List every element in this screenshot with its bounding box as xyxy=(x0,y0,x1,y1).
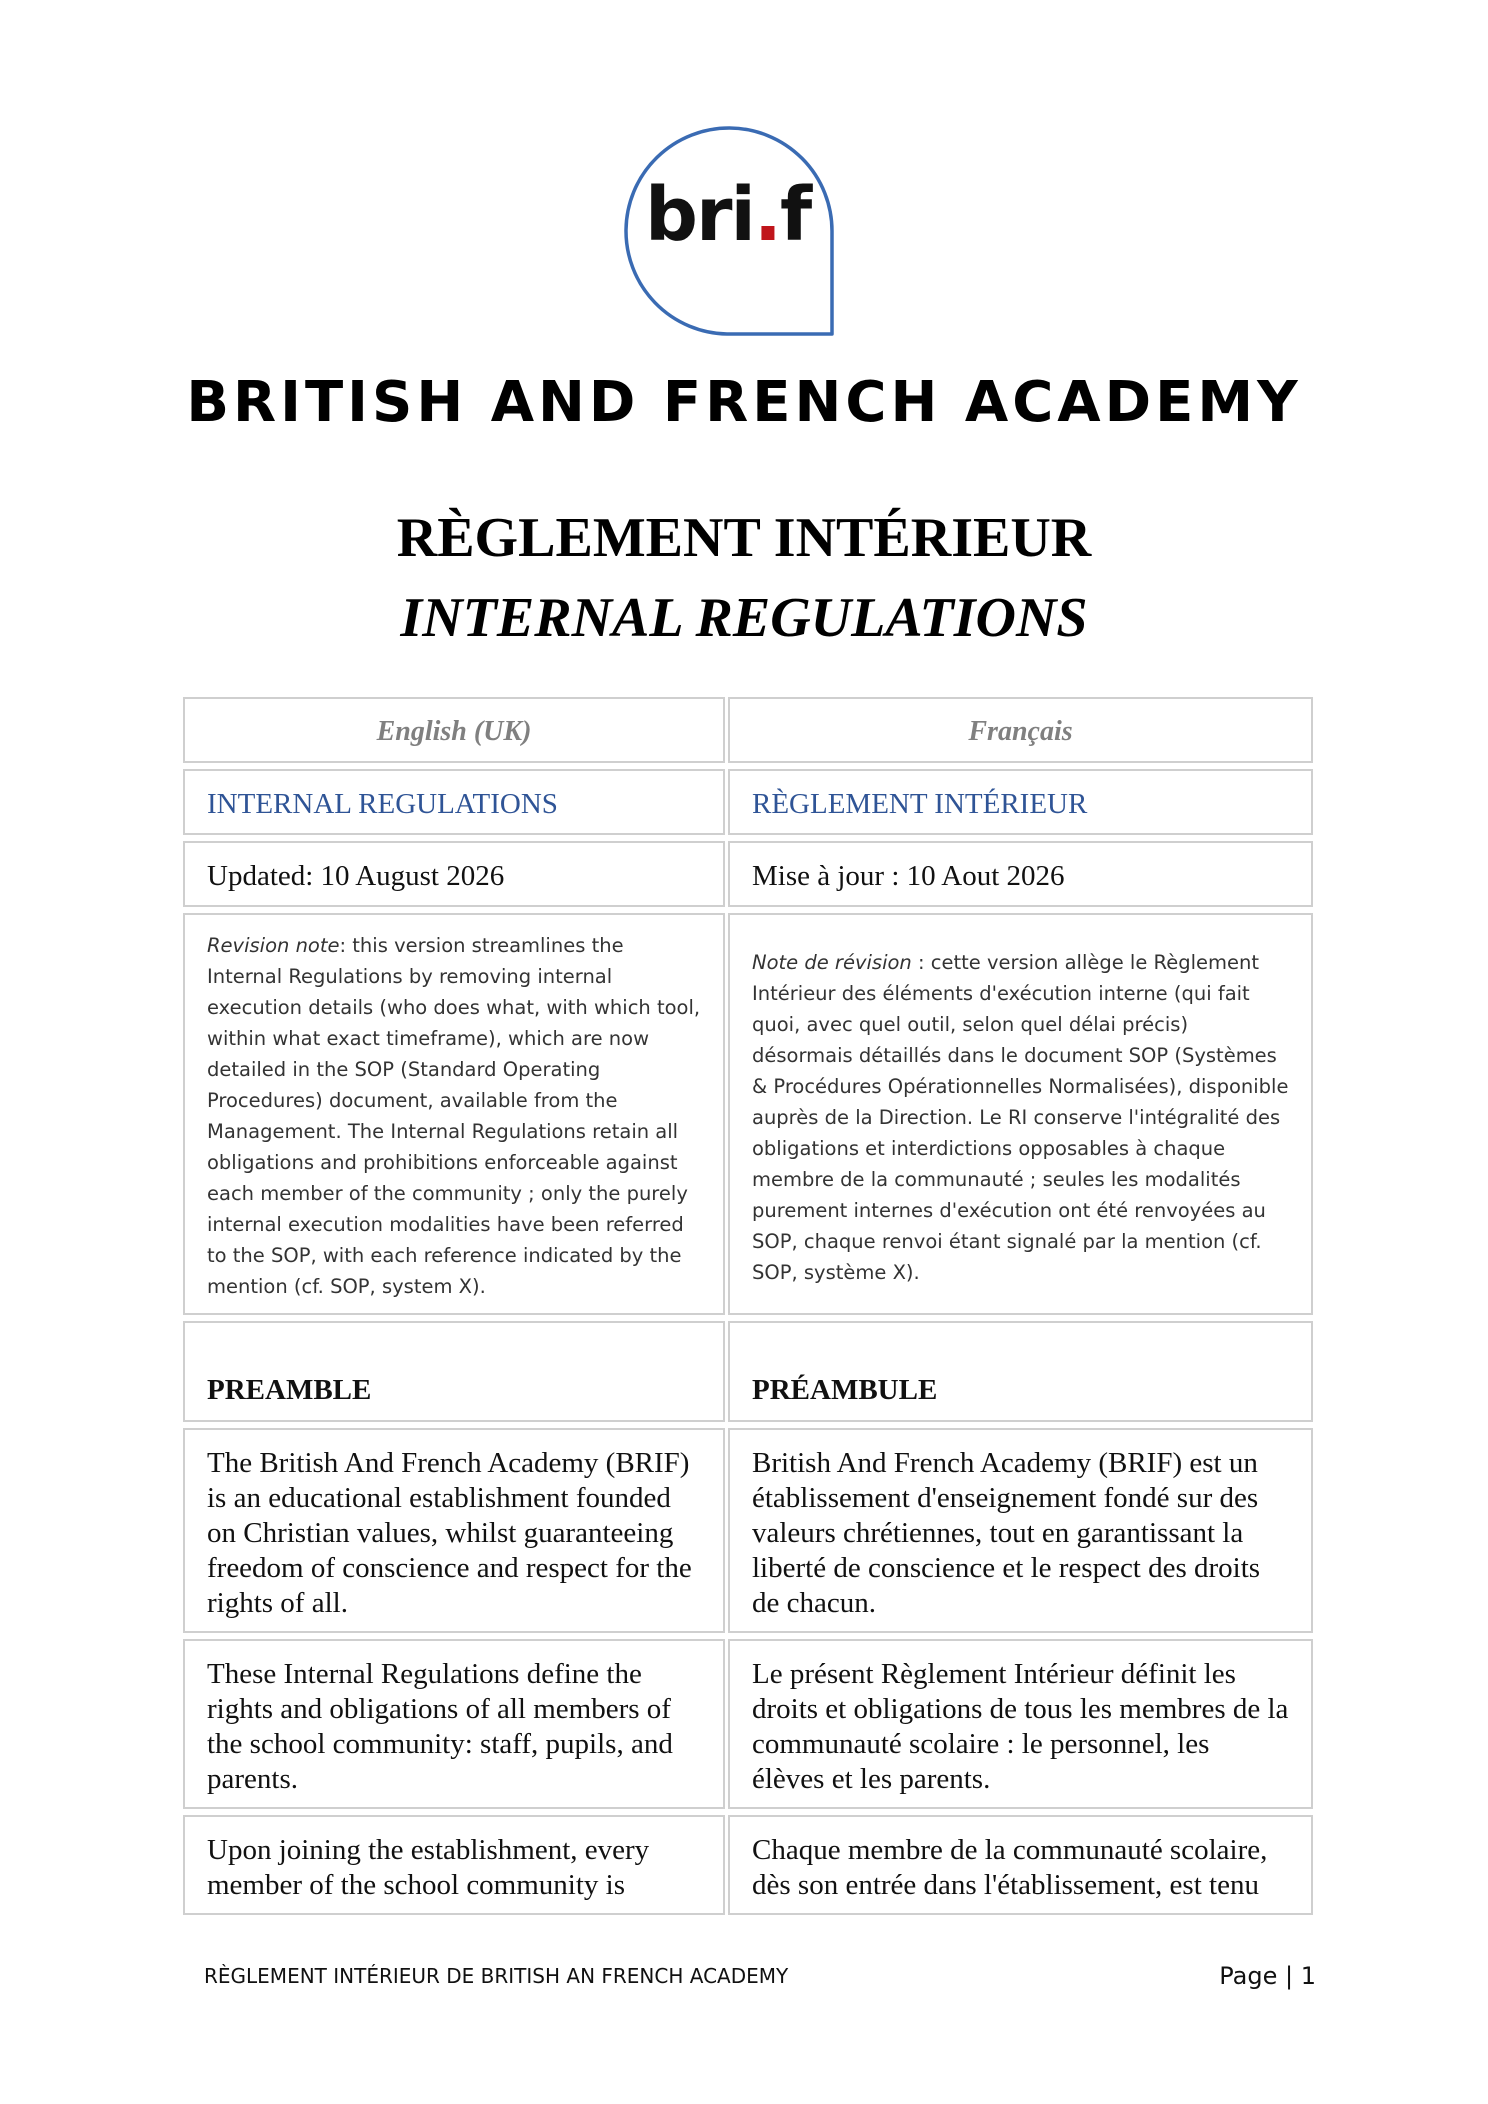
doc-title-en: INTERNAL REGULATIONS xyxy=(207,788,558,820)
para3-fr-cell xyxy=(728,1815,1313,1915)
revision-note-en: Revision note: this version streamlines the Internal Regulations by removing internal execution details (who does what, with which tool, within what exact timeframe), which are now detailed in the SOP (Standard Operating Procedures) document, available from the Management. The Internal Regulations retain all obligations and prohibitions enforceable against each member of the community ; only the purely internal execution modalities have been referred to the SOP, with each reference indicated by the mention (cf. SOP, system X). xyxy=(207,934,701,1298)
preamble-heading-fr: PRÉAMBULE xyxy=(752,1374,938,1406)
paragraph-en: The British And French Academy (BRIF) is an educational establishment founded on Christian values, whilst guaranteeing freedom of conscience and respect for the rights of all. xyxy=(207,1447,692,1619)
doc-title-fr: RÈGLEMENT INTÉRIEUR xyxy=(752,788,1088,820)
lang-header-fr-cell xyxy=(728,697,1313,763)
page-title-en: INTERNAL REGULATIONS xyxy=(400,587,1088,649)
revision-note-fr: Note de révision : cette version allège le Règlement Intérieur des éléments d'exécution interne (qui fait quoi, avec quel outil, selon quel délai précis) désormais détaillés dans le document SOP (Systèmes & Procédures Opérationnelles Normalisées), disponible auprès de la Direction. Le RI conserve l'intégralité des obligations et interdictions opposables à chaque membre de la communauté ; seules les modalités purement internes d'exécution ont été renvoyées au SOP, chaque renvoi étant signalé par la mention (cf. SOP, système X). xyxy=(752,951,1289,1284)
footer-running-title: RÈGLEMENT INTÉRIEUR DE BRITISH AN FRENCH ACADEMY xyxy=(204,1964,789,1988)
preamble-heading-en: PREAMBLE xyxy=(207,1374,372,1406)
lang-header-en: English (UK) xyxy=(376,716,532,747)
paragraph-en: These Internal Regulations define the rights and obligations of all members of the school community: staff, pupils, and parents. xyxy=(207,1658,673,1795)
paragraph-fr: Le présent Règlement Intérieur définit les droits et obligations de tous les membres de la communauté scolaire : le personnel, les élèves et les parents. xyxy=(752,1658,1289,1795)
paragraph-fr: British And French Academy (BRIF) est un établissement d'enseignement fondé sur des valeurs chrétiennes, tout en garantissant la liberté de conscience et le respect des droits de chacun. xyxy=(752,1447,1261,1619)
para1-fr-cell xyxy=(728,1428,1313,1633)
doc-title-fr-cell xyxy=(728,769,1313,835)
para2-en-cell xyxy=(183,1639,725,1809)
paragraph-fr: Chaque membre de la communauté scolaire, dès son entrée dans l'établissement, est tenu xyxy=(752,1834,1268,1901)
paragraph-en: Upon joining the establishment, every member of the school community is xyxy=(207,1834,650,1901)
para3-en-cell xyxy=(183,1815,725,1915)
para2-fr-cell xyxy=(728,1639,1313,1809)
lang-header-fr: Français xyxy=(968,716,1073,747)
preamble-fr-cell xyxy=(728,1321,1313,1422)
para1-en-cell xyxy=(183,1428,725,1633)
academy-name: BRITISH AND FRENCH ACADEMY xyxy=(186,370,1302,435)
page-title-fr: RÈGLEMENT INTÉRIEUR xyxy=(396,507,1092,569)
footer-page-number: Page | 1 xyxy=(1219,1962,1316,1990)
doc-title-en-cell xyxy=(183,769,725,835)
lang-header-en-cell xyxy=(183,697,725,763)
revision-note-fr-cell xyxy=(728,913,1313,1315)
revision-note-en-cell xyxy=(183,913,725,1315)
updated-date-fr: Mise à jour : 10 Aout 2026 xyxy=(752,860,1065,892)
updated-fr-cell xyxy=(728,841,1313,907)
logo-wordmark: bri.f xyxy=(645,172,811,258)
updated-en-cell xyxy=(183,841,725,907)
updated-date-en: Updated: 10 August 2026 xyxy=(207,860,505,892)
preamble-en-cell xyxy=(183,1321,725,1422)
